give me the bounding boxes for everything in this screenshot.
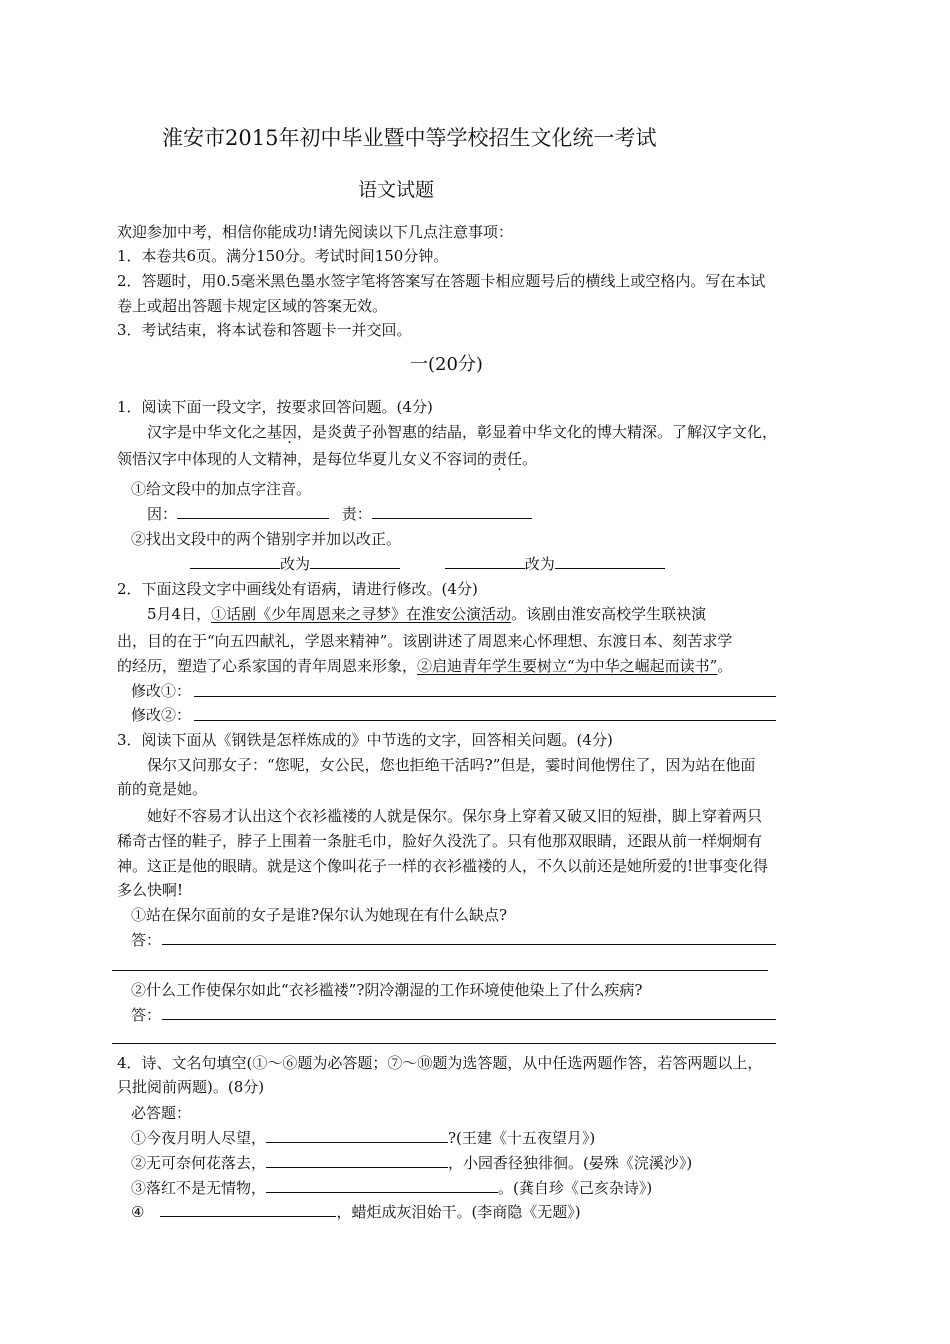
q3-passage-2a: 她好不容易才认出这个衣衫褴褛的人就是保尔。保尔身上穿着又破又旧的短褂，脚上穿着两只	[147, 807, 763, 825]
q1-pinyin-row	[147, 504, 532, 524]
q1-dotted-char-yin: 因	[282, 423, 298, 441]
q1-dotted-char-ze: 责	[492, 450, 508, 468]
q2-text: 。	[717, 657, 733, 675]
q1-paragraph-line-1	[147, 422, 777, 442]
q3-answer-2-line-2[interactable]	[112, 1043, 776, 1044]
q2-passage-line-1	[147, 604, 706, 624]
q4-blank-2[interactable]	[266, 1153, 448, 1168]
q2-passage-line-3	[117, 656, 732, 676]
pinyin-blank-ze[interactable]	[372, 504, 532, 519]
notice-item-2-cont: 卷上或超出答题卡规定区域的答案无效。	[117, 297, 388, 315]
q1-stem: 1．阅读下面一段文字，按要求回答问题。(4分)	[117, 398, 433, 416]
q1-sub-2: ②找出文段中的两个错别字并加以改正。	[131, 530, 402, 548]
q4-stem-cont: 只批阅前两题)。(8分)	[117, 1078, 265, 1096]
q2-fix-1-label: 修改①：	[131, 682, 192, 700]
q4-text: ，蜡炬成灰泪始干。(李商隐《无题》)	[336, 1203, 581, 1221]
notice-intro: 欢迎参加中考，相信你能成功!请先阅读以下几点注意事项：	[117, 223, 514, 241]
exam-title: 淮安市2015年初中毕业暨中等学校招生文化统一考试	[162, 126, 657, 150]
q2-text: 的经历，塑造了心系家国的青年周恩来形象，	[117, 657, 418, 675]
subject-title: 语文试题	[358, 179, 435, 201]
q1-text: ，是炎黄子孙智惠的结晶，彰显着中华文化的博大精深。了解汉字文化，	[297, 423, 778, 441]
q1-text: 汉字是中华文化之基	[147, 423, 283, 441]
notice-item-3: 3．考试结束，将本试卷和答题卡一并交回。	[117, 321, 412, 339]
correct-char-blank-1[interactable]	[310, 554, 400, 569]
q4-text: ?(王建《十五夜望月》)	[448, 1129, 596, 1147]
q3-answer-2-line[interactable]	[162, 1019, 776, 1020]
q1-paragraph-line-2	[117, 449, 537, 469]
q2-text: 5月4日，	[147, 605, 212, 623]
q3-passage-1a: 保尔又问那女子：“您呢，女公民，您也拒绝干活吗?”但是，霎时间他愣住了，因为站在他面	[147, 756, 756, 774]
label-yin: 因：	[147, 505, 178, 523]
section-heading: 一(20分)	[410, 354, 483, 375]
wrong-char-blank-1[interactable]	[190, 554, 280, 569]
q3-passage-1b: 前的竟是她。	[117, 780, 208, 798]
q2-text: 。该剧由淮安高校学生联袂演	[511, 605, 707, 623]
q3-answer-2-label: 答：	[131, 1006, 162, 1024]
q3-passage-2b: 稀奇古怪的鞋子，脖子上围着一条脏毛巾，脸好久没洗了。只有他那双眼睛，还跟从前一样炯炯有	[117, 832, 763, 850]
pinyin-blank-yin[interactable]	[177, 504, 329, 519]
q4-text: ，小园香径独徘徊。(晏殊《浣溪沙》)	[448, 1154, 693, 1172]
q2-fix-2-line[interactable]	[194, 720, 776, 721]
label-ze: 责：	[341, 505, 372, 523]
notice-item-1: 1．本卷共6页。满分150分。考试时间150分钟。	[117, 247, 449, 265]
q3-passage-2c: 神。这正是他的眼睛。就是这个像叫花子一样的衣衫褴褛的人，不久以前还是她所爱的!世事变化得	[117, 857, 769, 875]
q2-passage-line-2: 出，目的在于“向五四献礼，学恩来精神”。该剧讲述了周恩来心怀理想、东渡日本、刻苦求学	[117, 632, 733, 650]
q1-correction-row	[190, 554, 665, 574]
q4-required-label: 必答题：	[131, 1104, 192, 1122]
q2-underlined-1: ①话剧《少年周恩来之寻梦》在淮安公演活动	[211, 605, 512, 623]
q4-item-2	[131, 1153, 692, 1173]
wrong-char-blank-2[interactable]	[445, 554, 525, 569]
q2-fix-1-line[interactable]	[194, 696, 776, 697]
q2-underlined-2: ②启迪青年学生要树立“为中华之崛起而读书”	[417, 657, 718, 675]
correct-char-blank-2[interactable]	[555, 554, 665, 569]
q1-text: 任。	[507, 450, 538, 468]
q3-sub-2: ②什么工作使保尔如此“衣衫褴褛”?阴冷潮湿的工作环境使他染上了什么疾病?	[131, 981, 643, 999]
q4-blank-1[interactable]	[266, 1128, 448, 1143]
q4-blank-4[interactable]	[160, 1202, 336, 1217]
q2-stem: 2．下面这段文字中画线处有语病，请进行修改。(4分)	[117, 580, 478, 598]
change-to-label: 改为	[280, 555, 311, 573]
q4-stem: 4．诗、文名句填空(①～⑥题为必答题；⑦～⑩题为选答题，从中任选两题作答，若答两题以上，	[117, 1054, 763, 1072]
q1-text: 领悟汉字中体现的人文精神，是每位华夏儿女义不容词的	[117, 450, 493, 468]
q3-stem: 3．阅读下面从《钢铁是怎样炼成的》中节选的文字，回答相关问题。(4分)	[117, 731, 613, 749]
q3-answer-1-line[interactable]	[162, 944, 776, 945]
q4-text: ③落红不是无情物，	[131, 1179, 267, 1197]
q3-sub-1: ①站在保尔面前的女子是谁?保尔认为她现在有什么缺点?	[131, 906, 508, 924]
q3-answer-1-line-2[interactable]	[112, 970, 768, 971]
q4-item-1	[131, 1128, 595, 1148]
q4-text: ①今夜月明人尽望，	[131, 1129, 267, 1147]
q3-passage-2d: 多么快啊!	[117, 881, 184, 899]
q4-text: ④	[131, 1203, 145, 1221]
q3-answer-1-label: 答：	[131, 931, 162, 949]
q4-text: 。(龚自珍《己亥杂诗》)	[498, 1179, 653, 1197]
q1-sub-1: ①给文段中的加点字注音。	[131, 480, 312, 498]
q2-fix-2-label: 修改②：	[131, 706, 192, 724]
notice-item-2: 2．答题时，用0.5毫米黑色墨水签字笔将答案写在答题卡相应题号后的横线上或空格内。写在本试	[117, 272, 766, 290]
q4-item-4	[131, 1202, 581, 1222]
q4-item-3	[131, 1178, 652, 1198]
change-to-label: 改为	[524, 555, 555, 573]
q4-text: ②无可奈何花落去，	[131, 1154, 267, 1172]
q4-blank-3[interactable]	[266, 1178, 498, 1193]
